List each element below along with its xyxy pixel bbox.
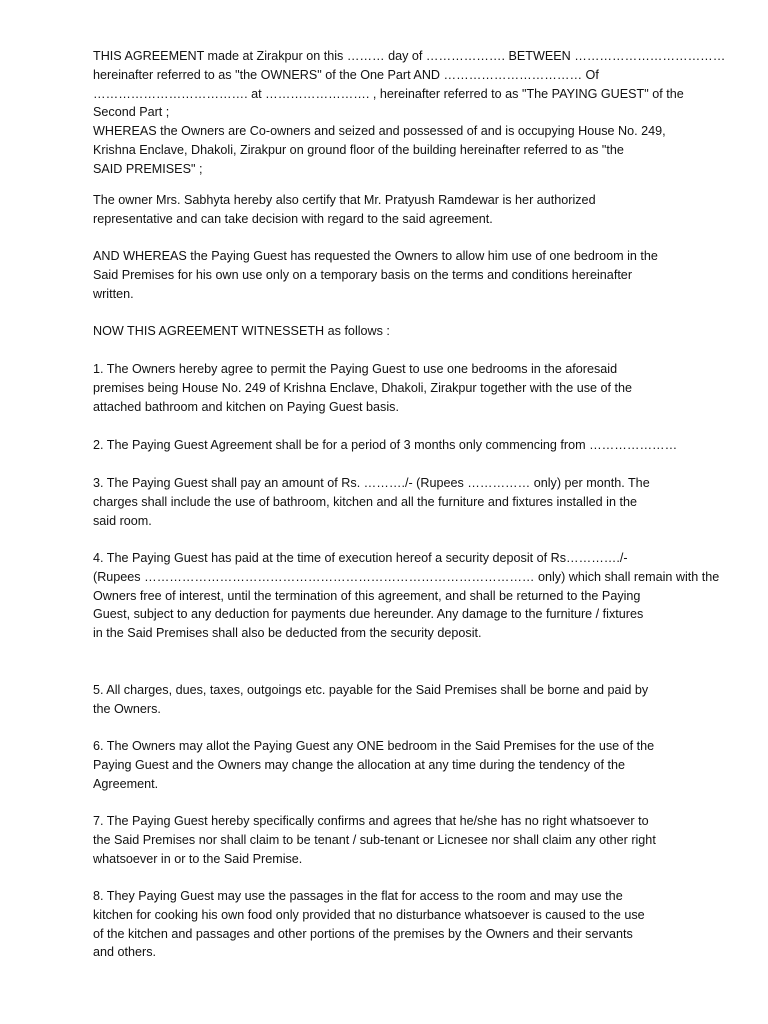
paragraph-whereas: [93, 247, 683, 303]
paragraph-line: 7. The Paying Guest hereby specifically confirms and agrees that he/she has no right whatsoever to: [93, 814, 649, 828]
paragraph-line: 5. All charges, dues, taxes, outgoings etc. payable for the Said Premises shall be borne and paid by: [93, 683, 649, 697]
paragraph-line: 8. They Paying Guest may use the passages in the flat for access to the room and may use the: [93, 889, 623, 903]
paragraph-line: the Said Premises nor shall claim to be tenant / sub-tenant or Licnesee nor shall claim any other right: [93, 832, 656, 847]
paragraph-line: Second Part ;: [93, 105, 170, 120]
paragraph-line: AND WHEREAS the Paying Guest has requested the Owners to allow him use of one bedroom in the: [93, 249, 658, 263]
clause-5: [93, 681, 683, 719]
paragraph-line: The owner Mrs. Sabhyta hereby also certify that Mr. Pratyush Ramdewar is her authorized: [93, 193, 596, 207]
paragraph-line: SAID PREMISES" ;: [93, 161, 203, 176]
paragraph-line: WHEREAS the Owners are Co-owners and seized and possessed of and is occupying House No. 249,: [93, 124, 666, 139]
paragraph-line: kitchen for cooking his own food only provided that no disturbance whatsoever is caused to the use: [93, 907, 645, 922]
paragraph-line: Krishna Enclave, Dhakoli, Zirakpur on ground floor of the building hereinafter referred to as "the: [93, 142, 624, 157]
paragraph-line: Agreement.: [93, 776, 159, 791]
paragraph-line: 2. The Paying Guest Agreement shall be for a period of 3 months only commencing from …………………: [93, 438, 678, 452]
paragraph-line: Said Premises for his own use only on a temporary basis on the terms and conditions hereinafter: [93, 267, 633, 282]
clause-7: [93, 812, 683, 868]
clause-6: [93, 737, 683, 793]
clause-2: [93, 436, 683, 455]
paragraph-line: 1. The Owners hereby agree to permit the Paying Guest to use one bedrooms in the aforesaid: [93, 362, 618, 376]
paragraph-line: 6. The Owners may allot the Paying Guest any ONE bedroom in the Said Premises for the use of the: [93, 739, 655, 753]
paragraph-line: charges shall include the use of bathroom, kitchen and all the furniture and fixtures installed in the: [93, 494, 637, 509]
paragraph-certify: [93, 191, 683, 229]
paragraph-line: premises being House No. 249 of Krishna Enclave, Dhakoli, Zirakpur together with the use of the: [93, 380, 633, 395]
paragraph-line: said room.: [93, 513, 152, 528]
paragraph-line: whatsoever in or to the Said Premise.: [93, 851, 303, 866]
paragraph-line: Paying Guest and the Owners may change the allocation at any time during the tendency of the: [93, 757, 626, 772]
paragraph-line: the Owners.: [93, 701, 161, 716]
paragraph-line: in the Said Premises shall also be deducted from the security deposit.: [93, 626, 482, 641]
paragraph-line: and others.: [93, 945, 157, 960]
clause-3: [93, 474, 683, 530]
clause-1: [93, 360, 683, 416]
paragraph-line: of the kitchen and passages and other portions of the premises by the Owners and their servants: [93, 926, 633, 941]
paragraph-line: Owners free of interest, until the termination of this agreement, and shall be returned to the Paying: [93, 588, 641, 603]
paragraph-line: representative and can take decision with regard to the said agreement.: [93, 211, 493, 226]
clause-8: [93, 887, 683, 962]
paragraph-line: THIS AGREEMENT made at Zirakpur on this ……… day of ………………. BETWEEN ………………………………: [93, 49, 726, 63]
paragraph-line: written.: [93, 286, 134, 301]
paragraph-line: 3. The Paying Guest shall pay an amount of Rs. ………./- (Rupees …………… only) per month. The: [93, 476, 650, 490]
paragraph-witnesseth: [93, 322, 683, 341]
paragraph-line: 4. The Paying Guest has paid at the time of execution hereof a security deposit of Rs…………./-: [93, 551, 628, 565]
paragraph-line: (Rupees ………………………………………………………………………………… only) which shall remain with the: [93, 569, 720, 584]
paragraph-line: hereinafter referred to as "the OWNERS" of the One Part AND …………………………… Of: [93, 67, 599, 82]
paragraph-line: ………………………………. at ……………………. , hereinafter referred to as "The PAYING GUEST" of the: [93, 86, 684, 101]
paragraph-line: NOW THIS AGREEMENT WITNESSETH as follows :: [93, 324, 390, 338]
paragraph-line: Guest, subject to any deduction for payments due hereunder. Any damage to the furniture / fixtures: [93, 607, 644, 622]
clause-4: [93, 549, 720, 643]
paragraph-line: attached bathroom and kitchen on Paying Guest basis.: [93, 399, 399, 414]
paragraph-intro: [93, 47, 726, 179]
